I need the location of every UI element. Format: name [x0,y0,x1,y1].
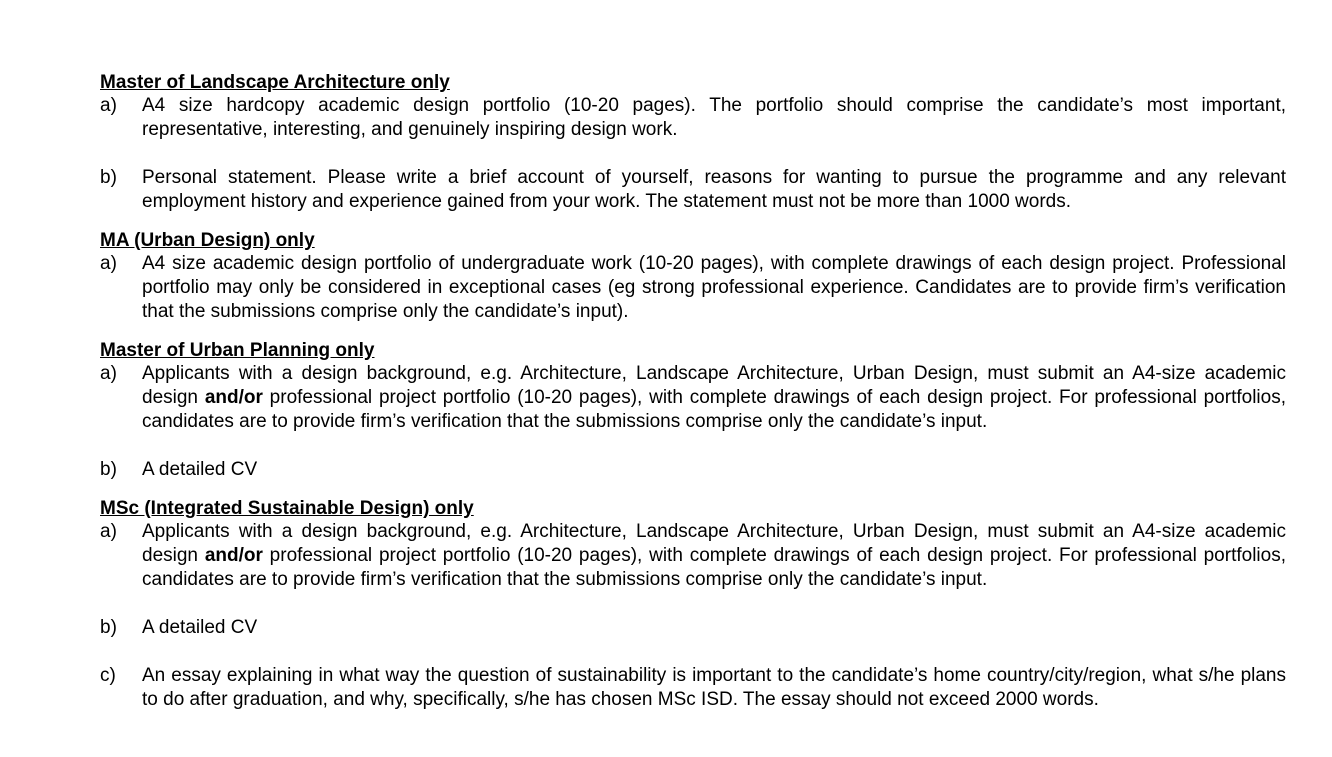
list-item-text: A detailed CV [142,459,258,480]
list-item [100,616,1286,640]
list-item [100,252,1286,324]
list-item [100,520,1286,592]
section-heading-urban-planning: Master of Urban Planning only [100,340,375,361]
list-marker: a) [100,95,117,116]
list-item [100,458,1286,482]
text-segment: professional project portfolio (10-20 pages), with complete drawings of each design project. For professional portfolios, candidates are to provide firm’s verification that the submissions comprise only the candidate’s input. [142,545,1286,590]
bold-text: and/or [204,387,263,408]
list-marker: c) [100,665,116,686]
text-segment: Applicants with a design background, e.g. Architecture, Landscape Architecture, Urban Design, must submit an A4-size academic design [142,363,1286,408]
text-segment: Applicants with a design background, e.g. Architecture, Landscape Architecture, Urban Design, must submit an A4-size academic design [142,521,1286,566]
list-item [100,664,1286,712]
section-heading-landscape-architecture: Master of Landscape Architecture only [100,72,450,93]
text-segment: professional project portfolio (10-20 pages), with complete drawings of each design project. For professional portfolios, candidates are to provide firm’s verification that the submissions comprise only the candidate’s input. [142,387,1286,432]
list-marker: b) [100,617,117,638]
section-heading-integrated-sustainable-design: MSc (Integrated Sustainable Design) only [100,498,474,519]
section-heading-urban-design: MA (Urban Design) only [100,230,315,251]
list-item-text: A4 size academic design portfolio of undergraduate work (10-20 pages), with complete drawings of each design project. Professional portfolio may only be considered in exceptional cases (eg strong professional experience. Candidates are to provide firm’s verification that the submissions comprise only the candidate’s input). [142,253,1286,322]
bold-text: and/or [204,545,263,566]
list-item [100,362,1286,434]
list-item-text [142,362,1286,434]
document-body [100,70,1286,712]
list-item-text [142,520,1286,592]
list-item [100,166,1286,214]
list-marker: a) [100,521,117,542]
list-marker: b) [100,459,117,480]
list-item-text: Personal statement. Please write a brief account of yourself, reasons for wanting to pursue the programme and any relevant employment history and experience gained from your work. The statement must not be more than 1000 words. [142,167,1286,212]
list-item-text: A4 size hardcopy academic design portfolio (10-20 pages). The portfolio should comprise the candidate’s most important, representative, interesting, and genuinely inspiring design work. [142,95,1286,140]
list-item-text: An essay explaining in what way the question of sustainability is important to the candidate’s home country/city/region, what s/he plans to do after graduation, and why, specifically, s/he has chosen MSc ISD. The essay should not exceed 2000 words. [142,665,1286,710]
list-marker: a) [100,363,117,384]
list-marker: b) [100,167,117,188]
list-marker: a) [100,253,117,274]
list-item [100,94,1286,142]
list-item-text: A detailed CV [142,617,258,638]
